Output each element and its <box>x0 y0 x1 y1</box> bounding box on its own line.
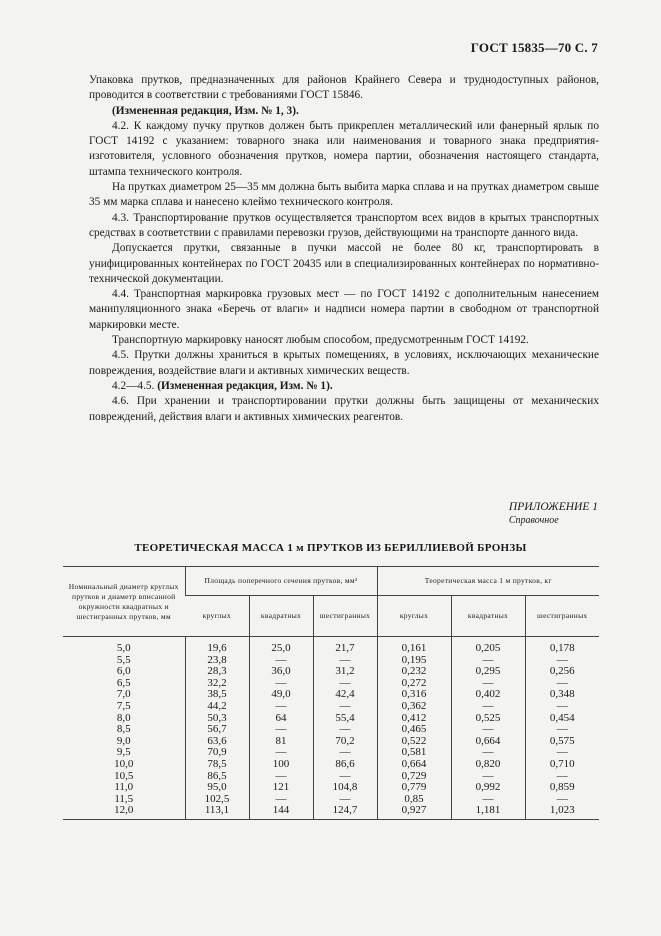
table-cell: 124,7 <box>313 805 377 819</box>
table-cell: 70,2 <box>313 736 377 748</box>
table-cell: 49,0 <box>249 689 313 701</box>
table-cell: — <box>313 655 377 667</box>
table-cell: 0,272 <box>377 678 451 690</box>
column-header-diameter: Номинальный диаметр круглых прутков и диаметр вписанной окружности квадратных и шестигранных прутков, мм <box>63 567 185 637</box>
table-cell: 104,8 <box>313 782 377 794</box>
table-row <box>63 759 599 771</box>
annex-label <box>509 500 598 528</box>
paragraph: 4.5. Прутки должны храниться в крытых помещениях, в условиях, исключающих механические повреждения, воздействие влаги и активных химических веществ. <box>89 349 599 377</box>
table-cell: 64 <box>249 713 313 725</box>
table-cell: 25,0 <box>249 637 313 655</box>
table-cell-diameter: 10,5 <box>114 769 134 782</box>
table-cell: — <box>525 771 599 783</box>
table-cell: 0,402 <box>451 689 525 701</box>
table-cell: — <box>525 678 599 690</box>
table-cell: 44,2 <box>185 701 249 713</box>
sub-header: квадратных <box>451 596 525 637</box>
table-cell: 0,454 <box>525 713 599 725</box>
table-cell: 0,195 <box>377 655 451 667</box>
table-cell-diameter: 8,0 <box>116 711 131 724</box>
table-cell: 0,256 <box>525 666 599 678</box>
table-cell: 0,412 <box>377 713 451 725</box>
table-cell-diameter: 7,0 <box>116 688 131 701</box>
table-cell: 0,316 <box>377 689 451 701</box>
table-cell: 81 <box>249 736 313 748</box>
table-cell: 50,3 <box>185 713 249 725</box>
table-cell: 0,575 <box>525 736 599 748</box>
table-cell: 42,4 <box>313 689 377 701</box>
table-cell: 86,6 <box>313 759 377 771</box>
table-cell: — <box>249 655 313 667</box>
table-cell: — <box>313 701 377 713</box>
table-cell-diameter: 11,5 <box>114 792 134 805</box>
annex-subtitle: Справочное <box>508 515 559 526</box>
paragraph: Транспортную маркировку наносят любым способом, предусмотренным ГОСТ 14192. <box>112 334 529 347</box>
table-cell: — <box>525 655 599 667</box>
table-cell: — <box>313 771 377 783</box>
table-cell: 1,181 <box>451 805 525 819</box>
table-cell: 78,5 <box>185 759 249 771</box>
table-cell: — <box>525 747 599 759</box>
table-cell: 100 <box>249 759 313 771</box>
table-cell: 0,348 <box>525 689 599 701</box>
table-row <box>63 782 599 794</box>
table-cell: 113,1 <box>185 805 249 819</box>
table-cell: 0,729 <box>377 771 451 783</box>
table-cell: 95,0 <box>185 782 249 794</box>
table-cell: — <box>451 724 525 736</box>
body-text <box>89 73 599 425</box>
table-cell: 121 <box>249 782 313 794</box>
table-body <box>63 637 599 820</box>
table-cell: 0,710 <box>525 759 599 771</box>
table-cell: — <box>525 794 599 806</box>
group-header-area: Площадь поперечного сечения прутков, мм² <box>185 567 377 596</box>
table-cell: 32,2 <box>185 678 249 690</box>
sub-header: шестигранных <box>313 596 377 637</box>
table-cell: — <box>451 655 525 667</box>
table-cell: — <box>249 771 313 783</box>
amendment-note <box>89 379 599 394</box>
table-row <box>63 637 599 655</box>
table-cell: 0,295 <box>451 666 525 678</box>
table-cell: 144 <box>249 805 313 819</box>
table-row <box>63 771 599 783</box>
table-cell-diameter: 5,0 <box>116 642 131 654</box>
sub-header: шестигранных <box>525 596 599 637</box>
table-row <box>63 678 599 690</box>
table-cell: — <box>451 794 525 806</box>
table-cell: 70,9 <box>185 747 249 759</box>
table-cell: — <box>451 771 525 783</box>
table-cell: — <box>249 794 313 806</box>
group-header-mass: Теоретическая масса 1 м прутков, кг <box>377 567 599 596</box>
table-row <box>63 666 599 678</box>
table-cell: 0,820 <box>451 759 525 771</box>
table-cell: 0,581 <box>377 747 451 759</box>
table-cell: — <box>249 724 313 736</box>
page-header: ГОСТ 15835—70 С. 7 <box>470 40 598 55</box>
table-cell: 86,5 <box>185 771 249 783</box>
table-cell-diameter: 9,0 <box>116 734 131 747</box>
table-cell-diameter: 12,0 <box>63 805 185 819</box>
table-cell: 1,023 <box>525 805 599 819</box>
table-cell: 0,205 <box>451 637 525 655</box>
table-cell: — <box>313 678 377 690</box>
table-cell: 63,6 <box>185 736 249 748</box>
table-cell: — <box>249 678 313 690</box>
table-cell: — <box>313 794 377 806</box>
table-row <box>63 747 599 759</box>
table-cell: 0,664 <box>451 736 525 748</box>
table-cell: 0,927 <box>377 805 451 819</box>
table-cell: 0,664 <box>377 759 451 771</box>
table-cell: 36,0 <box>249 666 313 678</box>
table-cell-diameter: 6,0 <box>116 665 131 678</box>
table-cell-diameter: 8,5 <box>116 723 131 736</box>
table-cell: — <box>451 678 525 690</box>
table-cell: 102,5 <box>185 794 249 806</box>
amendment-note-text: (Измененная редакция, Изм. № 1). <box>157 379 333 392</box>
table-cell: 0,362 <box>377 701 451 713</box>
table-cell-diameter: 6,5 <box>116 676 131 689</box>
table-cell: — <box>451 747 525 759</box>
table-cell-diameter: 9,5 <box>116 746 131 759</box>
table-cell: 0,465 <box>377 724 451 736</box>
table-cell: 0,161 <box>377 637 451 655</box>
table-cell: 0,779 <box>377 782 451 794</box>
table-cell: 19,6 <box>185 637 249 655</box>
table-cell: — <box>249 701 313 713</box>
table-cell: 0,85 <box>377 794 451 806</box>
table-row <box>63 701 599 713</box>
table-cell: 55,4 <box>313 713 377 725</box>
table-row <box>63 724 599 736</box>
table-cell: — <box>525 724 599 736</box>
mass-table <box>63 566 599 820</box>
table-cell: 0,992 <box>451 782 525 794</box>
table-cell: 21,7 <box>313 637 377 655</box>
paragraph: 4.2. К каждому пучку прутков должен быть прикреплен металлический или фанерный ярлык по ГОСТ 14192 с указанием: товарного знака или наименования и товарного знака предприятия-изготовителя, условного обозначения прутков, номера партии, обозначения настоящего стандарта, штампа технического контроля. <box>89 119 599 178</box>
clause-range: 4.2—4.5. <box>112 379 158 392</box>
sub-header: квадратных <box>249 596 313 637</box>
table-cell-diameter: 7,5 <box>116 699 131 712</box>
table-cell: — <box>313 747 377 759</box>
table-cell: 0,522 <box>377 736 451 748</box>
table-cell: 0,859 <box>525 782 599 794</box>
paragraph: Упаковка прутков, предназначенных для районов Крайнего Севера и труднодоступных районов, проводится в соответствии с требованиями ГОСТ 15846. <box>89 74 599 102</box>
table-row <box>63 655 599 667</box>
amendment-note <box>89 104 599 119</box>
table-cell: — <box>313 724 377 736</box>
table-row <box>63 805 599 819</box>
table-cell: 31,2 <box>313 666 377 678</box>
table-cell-diameter: 10,0 <box>114 757 134 770</box>
table-row <box>63 689 599 701</box>
sub-header: круглых <box>377 596 451 637</box>
table-cell: 38,5 <box>185 689 249 701</box>
table-cell: 0,232 <box>377 666 451 678</box>
table-row <box>63 794 599 806</box>
table-cell: 28,3 <box>185 666 249 678</box>
sub-header: круглых <box>185 596 249 637</box>
paragraph: 4.3. Транспортирование прутков осуществляется транспортом всех видов в крытых транспортных средствах в соответствии с правилами перевозки грузов, действующими на транспорте данного вида. <box>89 211 599 239</box>
table-cell: — <box>525 701 599 713</box>
paragraph: 4.4. Транспортная маркировка грузовых мест — по ГОСТ 14192 с дополнительным нанесением манипуляционного знака «Беречь от влаги» и надписи номера партии в свободном от транспортной маркировки месте. <box>89 288 599 331</box>
table-cell: 0,178 <box>525 637 599 655</box>
table-cell-diameter: 5,5 <box>116 653 131 666</box>
paragraph: Допускается прутки, связанные в пучки массой не более 80 кг, транспортировать в унифицированных контейнерах по ГОСТ 20435 или в специализированных контейнерах по нормативно-технической документации. <box>89 242 599 285</box>
amendment-note-text: (Измененная редакция, Изм. № 1, 3). <box>112 104 299 117</box>
paragraph: На прутках диаметром 25—35 мм должна быть выбита марка сплава и на прутках диаметром свыше 35 мм марка сплава и нанесено клеймо технического контроля. <box>89 181 599 209</box>
table-row <box>63 736 599 748</box>
table-cell: 23,8 <box>185 655 249 667</box>
annex-title: ПРИЛОЖЕНИЕ 1 <box>508 501 598 513</box>
table-cell: 56,7 <box>185 724 249 736</box>
table-title: ТЕОРЕТИЧЕСКАЯ МАССА 1 м ПРУТКОВ ИЗ БЕРИЛЛИЕВОЙ БРОНЗЫ <box>134 542 527 554</box>
table-cell: — <box>249 747 313 759</box>
table-cell: — <box>451 701 525 713</box>
table-cell-diameter: 11,0 <box>114 781 134 794</box>
table-row <box>63 713 599 725</box>
table-cell: 0,525 <box>451 713 525 725</box>
paragraph: 4.6. При хранении и транспортировании прутки должны быть защищены от механических повреждений, действия влаги и активных химических реагентов. <box>89 395 599 423</box>
